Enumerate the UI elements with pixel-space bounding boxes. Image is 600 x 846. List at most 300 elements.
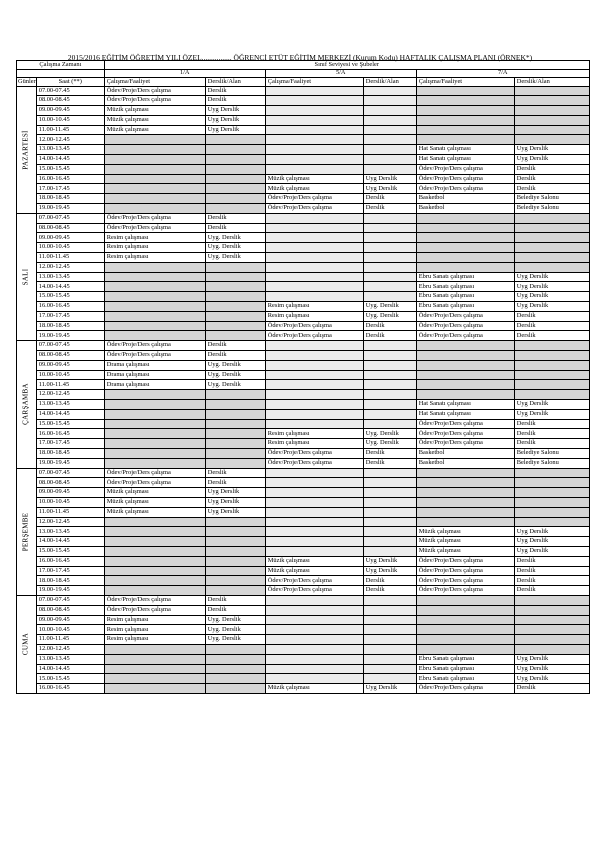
table-row: [17, 400, 590, 410]
room-1a-cell: [205, 174, 265, 184]
header-row-1: [17, 61, 590, 70]
sinif-seviyesi-header: Sınıf Seviyesi ve Şubeler: [104, 61, 589, 70]
activity-7a-cell: [416, 106, 514, 116]
room-1a-cell: Derslik: [205, 468, 265, 478]
room-5a-cell: [363, 213, 416, 223]
room-7a-cell: Uyg Derslik: [514, 400, 589, 410]
activity-1a-cell: Ödev/Proje/Ders çalışma: [104, 223, 205, 233]
table-row: [17, 125, 590, 135]
activity-5a-cell: Resim çalışması: [265, 302, 363, 312]
activity-5a-cell: [265, 292, 363, 302]
room-5a-cell: [363, 507, 416, 517]
room-1a-cell: [205, 576, 265, 586]
activity-7a-cell: [416, 96, 514, 106]
table-row: [17, 292, 590, 302]
table-row: [17, 517, 590, 527]
activity-5a-cell: [265, 243, 363, 253]
activity-7a-cell: Ödev/Proje/Ders çalışma: [416, 586, 514, 596]
room-1a-cell: [205, 546, 265, 556]
room-5a-cell: [363, 537, 416, 547]
room-1a-cell: [205, 644, 265, 654]
activity-7a-cell: [416, 233, 514, 243]
room-1a-cell: Uyg. Derslik: [205, 635, 265, 645]
room-7a-cell: [514, 635, 589, 645]
table-row: [17, 243, 590, 253]
day-cell: [17, 213, 37, 340]
time-cell: 09.00-09.45: [36, 233, 104, 243]
room-1a-cell: [205, 586, 265, 596]
activity-1a-cell: Resim çalışması: [104, 615, 205, 625]
room-7a-cell: Uyg Derslik: [514, 302, 589, 312]
room-1a-cell: Uyg. Derslik: [205, 253, 265, 263]
room-1a-cell: [205, 145, 265, 155]
activity-7a-cell: [416, 243, 514, 253]
room-7a-cell: [514, 262, 589, 272]
room-7a-cell: Derslik: [514, 419, 589, 429]
day-label: SALI: [21, 268, 30, 286]
activity-1a-cell: [104, 164, 205, 174]
activity-5a-cell: [265, 282, 363, 292]
time-cell: 15.00-15.45: [36, 674, 104, 684]
activity-7a-cell: [416, 380, 514, 390]
room-5a-cell: [363, 115, 416, 125]
derslik-header-5a: Derslik/Alan: [363, 78, 416, 87]
room-1a-cell: Derslik: [205, 341, 265, 351]
room-1a-cell: [205, 400, 265, 410]
room-7a-cell: Derslik: [514, 184, 589, 194]
room-1a-cell: [205, 390, 265, 400]
room-7a-cell: [514, 351, 589, 361]
room-1a-cell: Derslik: [205, 595, 265, 605]
activity-7a-cell: Basketbol: [416, 204, 514, 214]
activity-1a-cell: Müzik çalışması: [104, 497, 205, 507]
day-label: PERŞEMBE: [21, 512, 30, 552]
empty-header-cell: [17, 69, 105, 78]
room-5a-cell: [363, 635, 416, 645]
room-7a-cell: [514, 115, 589, 125]
activity-5a-cell: Ödev/Proje/Ders çalışma: [265, 586, 363, 596]
activity-7a-cell: [416, 341, 514, 351]
time-cell: 18.00-18.45: [36, 194, 104, 204]
activity-7a-cell: [416, 390, 514, 400]
room-7a-cell: Derslik: [514, 311, 589, 321]
day-cell: [17, 468, 37, 595]
time-cell: 12.00-12.45: [36, 262, 104, 272]
activity-7a-cell: [416, 115, 514, 125]
activity-1a-cell: Ödev/Proje/Ders çalışma: [104, 351, 205, 361]
activity-5a-cell: Resim çalışması: [265, 439, 363, 449]
room-7a-cell: [514, 517, 589, 527]
activity-1a-cell: Ödev/Proje/Ders çalışma: [104, 86, 205, 96]
activity-7a-cell: [416, 135, 514, 145]
room-1a-cell: [205, 419, 265, 429]
activity-5a-cell: [265, 537, 363, 547]
activity-7a-cell: Ödev/Proje/Ders çalışma: [416, 184, 514, 194]
room-5a-cell: [363, 351, 416, 361]
room-7a-cell: [514, 488, 589, 498]
time-cell: 13.00-13.45: [36, 145, 104, 155]
activity-5a-cell: [265, 360, 363, 370]
time-cell: 11.00-11.45: [36, 635, 104, 645]
room-1a-cell: [205, 331, 265, 341]
room-1a-cell: Uyg Derslik: [205, 497, 265, 507]
room-7a-cell: Uyg Derslik: [514, 155, 589, 165]
schedule-body: [17, 86, 590, 693]
activity-5a-cell: [265, 478, 363, 488]
activity-7a-cell: [416, 488, 514, 498]
activity-1a-cell: [104, 400, 205, 410]
activity-1a-cell: [104, 292, 205, 302]
room-5a-cell: [363, 409, 416, 419]
activity-7a-cell: [416, 615, 514, 625]
activity-5a-cell: Müzik çalışması: [265, 566, 363, 576]
activity-5a-cell: Ödev/Proje/Ders çalışma: [265, 458, 363, 468]
activity-5a-cell: [265, 488, 363, 498]
activity-1a-cell: [104, 546, 205, 556]
activity-1a-cell: [104, 174, 205, 184]
time-cell: 13.00-13.45: [36, 272, 104, 282]
table-row: [17, 664, 590, 674]
room-7a-cell: [514, 233, 589, 243]
activity-5a-cell: [265, 400, 363, 410]
activity-5a-cell: Resim çalışması: [265, 311, 363, 321]
room-1a-cell: Derslik: [205, 223, 265, 233]
room-7a-cell: [514, 595, 589, 605]
activity-1a-cell: [104, 527, 205, 537]
time-cell: 07.00-07.45: [36, 468, 104, 478]
activity-7a-cell: [416, 595, 514, 605]
time-cell: 15.00-15.45: [36, 419, 104, 429]
room-1a-cell: Uyg Derslik: [205, 507, 265, 517]
activity-1a-cell: [104, 282, 205, 292]
table-row: [17, 253, 590, 263]
room-7a-cell: Uyg Derslik: [514, 537, 589, 547]
room-5a-cell: [363, 135, 416, 145]
table-row: [17, 302, 590, 312]
room-5a-cell: [363, 86, 416, 96]
activity-5a-cell: Ödev/Proje/Ders çalışma: [265, 204, 363, 214]
activity-5a-cell: [265, 351, 363, 361]
room-5a-cell: [363, 341, 416, 351]
table-row: [17, 586, 590, 596]
room-7a-cell: Derslik: [514, 586, 589, 596]
table-row: [17, 272, 590, 282]
activity-1a-cell: [104, 409, 205, 419]
room-1a-cell: [205, 537, 265, 547]
room-5a-cell: [363, 243, 416, 253]
time-cell: 08.00-08.45: [36, 478, 104, 488]
activity-5a-cell: [265, 272, 363, 282]
room-1a-cell: [205, 184, 265, 194]
room-7a-cell: [514, 370, 589, 380]
time-cell: 17.00-17.45: [36, 311, 104, 321]
room-1a-cell: Uyg. Derslik: [205, 615, 265, 625]
room-7a-cell: [514, 135, 589, 145]
activity-5a-cell: [265, 115, 363, 125]
room-1a-cell: [205, 439, 265, 449]
room-1a-cell: [205, 429, 265, 439]
room-7a-cell: [514, 380, 589, 390]
table-row: [17, 684, 590, 694]
activity-5a-cell: [265, 106, 363, 116]
room-5a-cell: Derslik: [363, 576, 416, 586]
time-cell: 12.00-12.45: [36, 390, 104, 400]
room-7a-cell: [514, 125, 589, 135]
room-1a-cell: [205, 204, 265, 214]
activity-5a-cell: [265, 380, 363, 390]
activity-5a-cell: [265, 370, 363, 380]
table-row: [17, 331, 590, 341]
room-1a-cell: [205, 302, 265, 312]
document-title: 2015/2016 EĞİTİM ÖĞRETİM YILI ÖZEL................ ÖĞRENCİ ETÜT EĞİTİM MERKEZİ (Kurum Kodu) HAFTALIK ÇALIŞMA PLANI (ÖRNEK*): [67, 53, 533, 62]
room-5a-cell: [363, 145, 416, 155]
time-cell: 16.00-16.45: [36, 174, 104, 184]
activity-5a-cell: [265, 546, 363, 556]
table-row: [17, 458, 590, 468]
activity-5a-cell: [265, 262, 363, 272]
activity-1a-cell: [104, 302, 205, 312]
time-cell: 09.00-09.45: [36, 488, 104, 498]
time-cell: 10.00-10.45: [36, 625, 104, 635]
activity-1a-cell: [104, 272, 205, 282]
room-1a-cell: [205, 292, 265, 302]
room-5a-cell: Derslik: [363, 448, 416, 458]
activity-5a-cell: [265, 664, 363, 674]
room-7a-cell: Derslik: [514, 321, 589, 331]
time-cell: 07.00-07.45: [36, 341, 104, 351]
activity-7a-cell: [416, 517, 514, 527]
time-cell: 07.00-07.45: [36, 86, 104, 96]
room-7a-cell: Uyg Derslik: [514, 292, 589, 302]
table-row: [17, 644, 590, 654]
activity-1a-cell: [104, 517, 205, 527]
room-5a-cell: [363, 674, 416, 684]
activity-5a-cell: [265, 223, 363, 233]
header-row-2: [17, 69, 590, 78]
room-7a-cell: Derslik: [514, 164, 589, 174]
room-7a-cell: Uyg Derslik: [514, 527, 589, 537]
room-1a-cell: [205, 556, 265, 566]
room-5a-cell: [363, 262, 416, 272]
table-row: [17, 194, 590, 204]
table-row: [17, 448, 590, 458]
activity-7a-cell: Ödev/Proje/Ders çalışma: [416, 576, 514, 586]
room-5a-cell: [363, 478, 416, 488]
activity-5a-cell: [265, 86, 363, 96]
time-cell: 13.00-13.45: [36, 527, 104, 537]
table-row: [17, 96, 590, 106]
time-cell: 18.00-18.45: [36, 576, 104, 586]
room-1a-cell: Uyg Derslik: [205, 115, 265, 125]
table-row: [17, 390, 590, 400]
day-cell: [17, 86, 37, 213]
table-row: [17, 576, 590, 586]
table-row: [17, 478, 590, 488]
activity-7a-cell: Ebru Sanatı çalışması: [416, 282, 514, 292]
room-5a-cell: [363, 155, 416, 165]
activity-5a-cell: Resim çalışması: [265, 429, 363, 439]
room-5a-cell: [363, 517, 416, 527]
activity-7a-cell: Ödev/Proje/Ders çalışma: [416, 174, 514, 184]
room-7a-cell: [514, 223, 589, 233]
time-cell: 15.00-15.45: [36, 546, 104, 556]
room-5a-cell: [363, 644, 416, 654]
time-cell: 09.00-09.45: [36, 615, 104, 625]
room-7a-cell: Uyg Derslik: [514, 546, 589, 556]
time-cell: 12.00-12.45: [36, 517, 104, 527]
room-1a-cell: [205, 282, 265, 292]
activity-5a-cell: Müzik çalışması: [265, 184, 363, 194]
activity-5a-cell: Ödev/Proje/Ders çalışma: [265, 576, 363, 586]
room-1a-cell: Uyg. Derslik: [205, 233, 265, 243]
activity-5a-cell: Müzik çalışması: [265, 174, 363, 184]
activity-5a-cell: [265, 155, 363, 165]
activity-7a-cell: Ödev/Proje/Ders çalışma: [416, 429, 514, 439]
room-5a-cell: Uyg Derslik: [363, 174, 416, 184]
table-row: [17, 164, 590, 174]
class-header-7a: 7/A: [416, 69, 589, 78]
activity-7a-cell: Hat Sanatı çalışması: [416, 400, 514, 410]
table-row: [17, 370, 590, 380]
activity-1a-cell: [104, 576, 205, 586]
gunler-header: Günler: [18, 77, 36, 85]
room-5a-cell: [363, 125, 416, 135]
room-5a-cell: [363, 390, 416, 400]
activity-1a-cell: Resim çalışması: [104, 625, 205, 635]
room-5a-cell: Derslik: [363, 204, 416, 214]
room-7a-cell: [514, 86, 589, 96]
time-cell: 17.00-17.45: [36, 439, 104, 449]
room-7a-cell: Derslik: [514, 684, 589, 694]
room-5a-cell: [363, 253, 416, 263]
activity-1a-cell: [104, 331, 205, 341]
table-row: [17, 115, 590, 125]
activity-5a-cell: [265, 615, 363, 625]
time-cell: 10.00-10.45: [36, 370, 104, 380]
activity-1a-cell: [104, 458, 205, 468]
faaliyet-header-1a: Çalışma/Faaliyet: [104, 78, 205, 87]
activity-1a-cell: [104, 262, 205, 272]
room-7a-cell: Uyg Derslik: [514, 664, 589, 674]
time-cell: 09.00-09.45: [36, 360, 104, 370]
room-7a-cell: [514, 360, 589, 370]
activity-7a-cell: Basketbol: [416, 458, 514, 468]
room-7a-cell: Uyg Derslik: [514, 145, 589, 155]
table-row: [17, 419, 590, 429]
activity-1a-cell: [104, 145, 205, 155]
activity-7a-cell: Ödev/Proje/Ders çalışma: [416, 419, 514, 429]
activity-7a-cell: [416, 468, 514, 478]
activity-5a-cell: [265, 233, 363, 243]
activity-7a-cell: Ebru Sanatı çalışması: [416, 664, 514, 674]
time-cell: 14.00-14.45: [36, 409, 104, 419]
activity-7a-cell: Ödev/Proje/Ders çalışma: [416, 439, 514, 449]
faaliyet-header-5a: Çalışma/Faaliyet: [265, 78, 363, 87]
room-5a-cell: [363, 615, 416, 625]
room-7a-cell: Belediye Salonu: [514, 194, 589, 204]
table-row: [17, 488, 590, 498]
room-1a-cell: Derslik: [205, 478, 265, 488]
table-row: [17, 429, 590, 439]
table-row: [17, 439, 590, 449]
room-7a-cell: [514, 605, 589, 615]
room-1a-cell: [205, 272, 265, 282]
time-cell: 12.00-12.45: [36, 135, 104, 145]
activity-5a-cell: [265, 654, 363, 664]
room-7a-cell: [514, 106, 589, 116]
room-1a-cell: [205, 566, 265, 576]
room-7a-cell: [514, 478, 589, 488]
calisma-zamani-header: Çalışma Zamanı: [17, 61, 105, 70]
time-cell: 14.00-14.45: [36, 537, 104, 547]
room-7a-cell: Uyg Derslik: [514, 272, 589, 282]
day-cell: [17, 341, 37, 468]
activity-7a-cell: Ödev/Proje/Ders çalışma: [416, 321, 514, 331]
room-5a-cell: Uyg Derslik: [363, 184, 416, 194]
activity-5a-cell: [265, 468, 363, 478]
table-row: [17, 155, 590, 165]
time-cell: 08.00-08.45: [36, 605, 104, 615]
table-row: [17, 654, 590, 664]
activity-5a-cell: [265, 635, 363, 645]
room-7a-cell: Belediye Salonu: [514, 204, 589, 214]
room-5a-cell: [363, 497, 416, 507]
room-5a-cell: Uyg. Derslik: [363, 429, 416, 439]
table-row: [17, 556, 590, 566]
time-cell: 11.00-11.45: [36, 507, 104, 517]
activity-1a-cell: [104, 135, 205, 145]
time-cell: 15.00-15.45: [36, 164, 104, 174]
activity-7a-cell: Basketbol: [416, 448, 514, 458]
activity-7a-cell: Basketbol: [416, 194, 514, 204]
time-cell: 11.00-11.45: [36, 380, 104, 390]
time-cell: 09.00-09.45: [36, 106, 104, 116]
activity-5a-cell: [265, 390, 363, 400]
activity-5a-cell: [265, 507, 363, 517]
activity-7a-cell: [416, 635, 514, 645]
room-5a-cell: [363, 96, 416, 106]
activity-5a-cell: [265, 527, 363, 537]
time-cell: 19.00-19.45: [36, 458, 104, 468]
time-cell: 10.00-10.45: [36, 497, 104, 507]
activity-1a-cell: Resim çalışması: [104, 253, 205, 263]
room-5a-cell: Derslik: [363, 458, 416, 468]
activity-1a-cell: Müzik çalışması: [104, 125, 205, 135]
room-7a-cell: [514, 615, 589, 625]
room-7a-cell: [514, 625, 589, 635]
room-7a-cell: Belediye Salonu: [514, 458, 589, 468]
room-1a-cell: Uyg Derslik: [205, 125, 265, 135]
room-1a-cell: Uyg Derslik: [205, 106, 265, 116]
activity-1a-cell: Resim çalışması: [104, 243, 205, 253]
time-cell: 19.00-19.45: [36, 204, 104, 214]
activity-7a-cell: Hat Sanatı çalışması: [416, 409, 514, 419]
table-row: [17, 497, 590, 507]
room-7a-cell: Derslik: [514, 566, 589, 576]
room-5a-cell: [363, 546, 416, 556]
time-cell: 14.00-14.45: [36, 664, 104, 674]
room-5a-cell: Uyg Derslik: [363, 566, 416, 576]
room-7a-cell: [514, 497, 589, 507]
activity-1a-cell: [104, 204, 205, 214]
table-row: [17, 135, 590, 145]
activity-7a-cell: [416, 497, 514, 507]
table-row: [17, 507, 590, 517]
room-1a-cell: Derslik: [205, 605, 265, 615]
room-1a-cell: Derslik: [205, 96, 265, 106]
table-row: [17, 145, 590, 155]
table-row: [17, 674, 590, 684]
